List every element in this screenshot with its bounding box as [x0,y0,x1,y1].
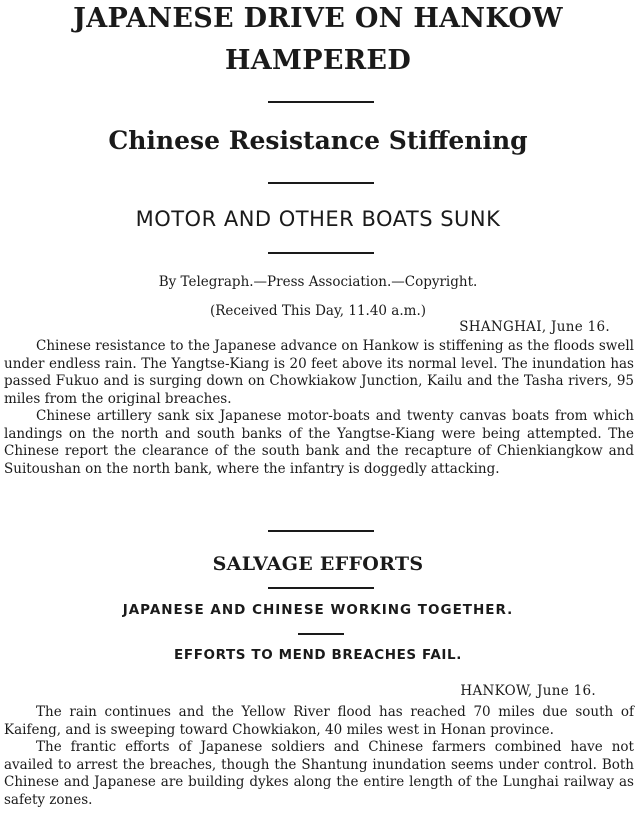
divider-rule [298,633,344,635]
article-paragraph: The rain continues and the Yellow River flood has reached 70 miles due south of Kaifeng, and is sweeping toward Chowkiakon, 40 miles west in Honan province. [4,704,634,738]
byline: By Telegraph.—Press Association.—Copyright. [158,274,478,290]
divider-rule [268,587,374,589]
divider-rule [268,101,374,103]
dateline: SHANGHAI, June 16. [459,319,610,335]
subheadline-secondary: MOTOR AND OTHER BOATS SUNK [135,207,501,231]
article-body [4,338,634,478]
received-time: (Received This Day, 11.40 a.m.) [210,303,426,319]
divider-rule [268,182,374,184]
section-subheading: EFFORTS TO MEND BREACHES FAIL. [174,647,462,663]
dateline: HANKOW, June 16. [460,683,596,699]
divider-rule [268,530,374,532]
headline-line-2: HAMPERED [224,45,412,76]
headline-line-1: JAPANESE DRIVE ON HANKOW [73,3,563,34]
article-paragraph: Chinese resistance to the Japanese advance on Hankow is stiffening as the floods swell under endless rain. The Yangtse-Kiang is 20 feet above its normal level. The inundation has passed Fukuo and is surging down on Chowkiakow Junction, Kailu and the Tasha rivers, 95 miles from the original breaches. [4,338,634,407]
section-heading: SALVAGE EFFORTS [212,553,424,575]
divider-rule [268,252,374,254]
article-paragraph: Chinese artillery sank six Japanese motor-boats and twenty canvas boats from which landings on the north and south banks of the Yangtse-Kiang were being attempted. The Chinese report the clearance of the south bank and the recapture of Chienkiangkow and Suitoushan on the north bank, where the infantry is doggedly attacking. [4,408,634,477]
article-paragraph: The frantic efforts of Japanese soldiers and Chinese farmers combined have not availed to arrest the breaches, though the Shantung inundation seems under control. Both Chinese and Japanese are building dykes along the entire length of the Lunghai railway as safety zones. [4,739,634,808]
article-body [4,704,634,809]
subheadline: Chinese Resistance Stiffening [108,126,528,155]
section-subheading: JAPANESE AND CHINESE WORKING TOGETHER. [122,602,514,618]
